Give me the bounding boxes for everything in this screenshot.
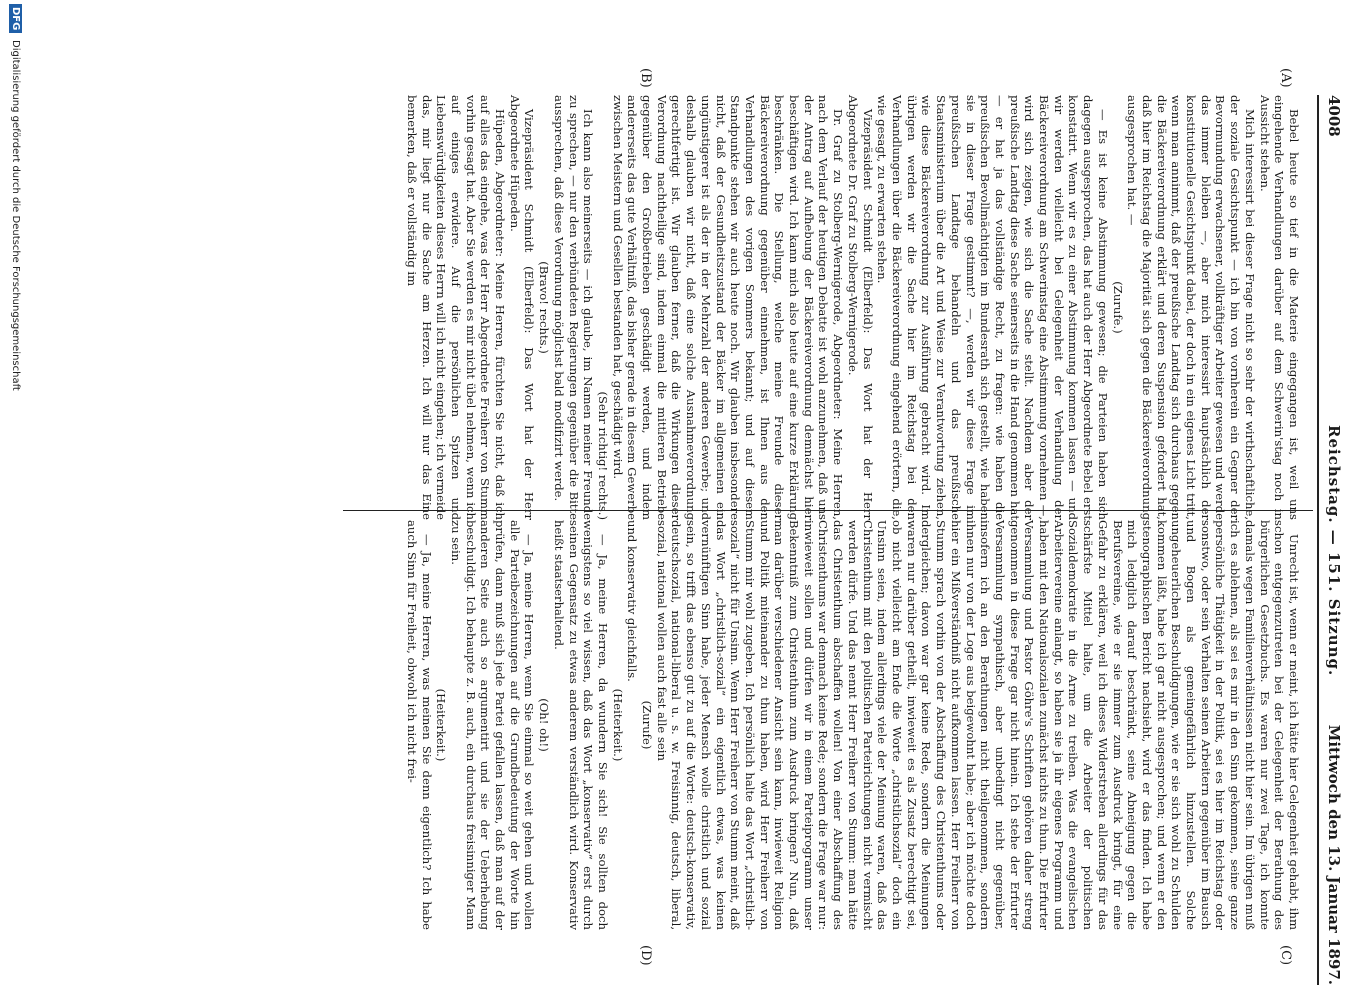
paragraph: Ich kann also meinerseits — ich glaube, im Namen meiner Freunde zu sprechen, — nur den verbündeten Regierungen gegenüber die Bitte aussprechen, daß diese Verordnung möglichst bald modifizirt werde.: [551, 95, 596, 520]
margin-marker-c: (C): [1278, 945, 1293, 966]
paragraph: (Heiterkeit.): [434, 688, 449, 762]
digitization-footer: [0, 0, 28, 1000]
paragraph: Dr. Graf zu Stolberg-Wernigerode, Abgeordneter: Meine Herren, nach dem Verlauf der heutigen Debatte ist wohl anzunehmen, daß uns der Antrag auf Aufhebung der Bäckereiverordnung demnächst hier beschäftigen wird. Ich kann mich also heute auf eine kurze Erklärung beschränken. Die Stellung, welche meine Freunde dieser Bäckereiverordnung gegenüber einnehmen, ist Ihnen aus den Verhandlungen des vorigen Sommers bekannt; und auf diesem Standpunkte stehen wir auch heute noch. Wir glauben insbesondere nicht, daß der Gesundheitszustand der Bäcker im allgemeinen ein ungünstigerer ist als der in der Mehrzahl der anderen Gewerbe; und deshalb glauben wir nicht, daß eine solche Ausnahmeverordnung gerechtfertigt ist. Wir glauben ferner, daß die Wirkungen dieser Verordnung nachtheilige sind, indem einmal die mittleren Betriebe gegenüber den Großbetrieben geschädigt werden, und indem andererseits das gute Verhältniß, das bisher gerade in diesem Gewerbe zwischen Meistern und Gesellen bestanden hat, geschädigt wird.: [610, 95, 846, 520]
page-number: 4008: [1325, 95, 1343, 137]
paragraph: — Ja, meine Herren, wenn Sie einmal so weit gehen und wollen alle Parteibezeichnungen auf die Grundbedeutung der Worte hin prüfen, dann muß sich jede Partei gefallen lassen, daß man auf der anderen Seite auch so argumentirt und sie der Ueberhebung beschuldigt. Ich behaupte z. B. auch, ein durchaus freisinniger Mann zu sein.: [448, 520, 537, 930]
session-title: Reichstag. — 151. Sitzung.: [1325, 425, 1343, 677]
paragraph: — Ja, meine Herren, was meinen Sie denn eigentlich? Ich habe auch Sinn für Freiheit, obwohl ich nicht frei-: [404, 520, 434, 930]
paragraph: Vizepräsident Schmidt (Elberfeld): Das Wort hat der Herr Abgeordnete Hüpeden.: [507, 95, 537, 520]
paragraph: — Es ist keine Abstimmung gewesen; die Parteien haben sich dagegen ausgesprochen, das hat auch der Herr Abgeordnete Bebel erst konstatirt. Wenn wir es zu einer Abstimmung kommen lassen — und wir werden vielleicht bei Gelegenheit der Verhandlung der Bäckereiverordnung am Schwerinstag eine Abstimmung vornehmen —, wird sich zeigen, wie sich die Sache stellt. Nachdem aber der preußische Landtag diese Sache seinerseits in die Hand genommen hat — er hat ja das vollständige Recht, zu fragen: wie haben die preußischen Bevollmächtigten im Bundesrath sich gestellt, wie haben sie in dieser Frage gestimmt? —, werden wir diese Frage im preußischen Landtage behandeln und das preußische Staatsministerium über die Art und Weise zur Verantwortung ziehen, wie diese Bäckereiverordnung zur Ausführung gebracht wird. Im übrigen werden wir die Sache hier im Reichstag bei den Verhandlungen über die Bäckereiverordnung eingehend erörtern, die, wie gesagt, zu erwarten stehen.: [875, 95, 1110, 520]
paragraph: Unrecht ist, wenn er meint, ich hätte hier Gelegenheit gehabt, ihm schon entgegenzutreten bei der Gelegenheit der Berathung des bürgerlichen Gesetzbuchs. Es waren nur zwei Tage, ich konnte damals wegen Familienverhältnissen nicht hier sein. Im übrigen muß ich es ablehnen, als sei es mir in den Sinn gekommen, seine ganze persönliche Thätigkeit in der Politik, sei es hier im Reichstag oder sonstwo, oder sein Verhalten seinen Arbeitern gegenüber im Bausch und Bogen als gemeingefährlich hinzustellen. Solche ungeheuerlichen Beschuldigungen, wie er sie sich wohl zu Schulden kommen läßt, habe ich gar nicht ausgesprochen; und wenn er den stenographischen Bericht nachsieht, wird er das finden. Ich habe mich lediglich darauf beschränkt, seine Abneigung gegen die Berufsvereine, wie er sie immer zum Ausdruck bringt, für eine Gefahr zu erklären, weil ich dieses Widerstreben allerdings für das schärfste Mittel halte, um die Arbeiter der politischen Sozialdemokratie in die Arme zu treiben. Was die evangelischen Arbeitervereine anlangt, so haben sie ja ihr eigenes Programm und haben mit den Nationalsozialen zunächst nichts zu thun. Die Erfurter Versammlung und Pastor Göhre's Schriften gehören daher streng genommen in diese Frage gar nicht hinein. Ich stehe der Erfurter Versammlung sympathisch, aber unbedingt nicht gegenüber, insofern ich an den Berathungen nicht theilgenommen, sondern ihnen nur von der Loge aus beigewohnt habe; aber ich möchte doch hier ein Mißverständniß nicht aufkommen lassen. Herr Freiherr von Stumm sprach vorhin von der Abschaffung des Christenthums oder dergleichen; davon war gar keine Rede, sondern die Meinungen waren nur darüber getheilt, inwieweit es als Zusatz berechtigt sei, ob nicht vielleicht am Ende die Worte „christlichsozial“ doch ein Unsinn seien, indem allerdings viele der Meinung waren, daß das Christenthum mit den politischen Parteirichtungen nicht vermischt werden dürfe. Und das nennt Herr Freiherr von Stumm: man hätte das Christenthum abschaffen wollen! Von einer Abschaffung des Christenthums war demnach keine Rede; sondern die Frage war nur: inwieweit sollen und dürfen wir in einem Parteiprogramm unser Bekenntniß zum Christenthum zum Ausdruck bringen? Nun, daß man darüber verschiedener Ansicht sein kann, inwieweit Religion und Politik miteinander zu thun haben, wird Herr Freiherr von Stumm mir wohl zugeben. Ich persönlich halte das Wort „christlich-sozial“ nicht für Unsinn. Wenn Herr Freiherr von Stumm meint, daß das Wort „christlich-sozial“ ein eigentlich etwas, was keinen vernünftigen Sinn habe, jeder Mensch wolle christlich und sozial sein, so trifft das ebenso gut zu auf die Worte: deutsch-konservativ, deutschsozial, national-liberal u. s. w. Freisinnig, deutsch, liberal, sozial, national wollen auch fast alle sein: [654, 520, 1301, 930]
margin-marker-b: (B): [638, 68, 653, 88]
paragraph: und konservativ gleichfalls.: [625, 520, 640, 682]
paragraph: (Zurufe.): [1110, 281, 1125, 334]
paragraph: Hüpeden, Abgeordneter: Meine Herren, fürchten Sie nicht, daß ich auf alles das eingehe, was der Herr Abgeordnete Freiherr von Stumm vorhin gesagt hat. Aber Sie werden es mir nicht übel nehmen, wenn ich auf einiges erwidere. Auf die persönlichen Spitzen und Liebenswürdigkeiten dieses Herrn will ich nicht eingehen; ich vermeide das, mir liegt nur die Sache am Herzen. Ich will nur das Eine bemerken, daß er vollständig im: [404, 95, 508, 520]
paragraph: (Sehr richtig! rechts.): [595, 391, 610, 520]
page-header: [1317, 95, 1345, 985]
left-text-column: [404, 95, 1301, 520]
column-divider: [343, 510, 1313, 511]
session-date: Mittwoch den 13. Januar 1897.: [1325, 724, 1343, 985]
paragraph: (Zurufe): [640, 700, 655, 750]
paragraph: (Heiterkeit.): [610, 688, 625, 762]
paragraph: Bebel heute so tief in die Materie eingegangen ist, weil uns eingehende Verhandlungen darüber auf dem Schwerin'stag noch in Aussicht stehen.: [1257, 95, 1301, 520]
paragraph: Vizepräsident Schmidt (Elberfeld): Das Wort hat der Herr Abgeordnete Dr. Graf zu Stolberg-Wernigerode.: [845, 95, 875, 520]
paragraph: (Oh! oh!): [537, 698, 552, 752]
margin-marker-d: (D): [638, 945, 653, 966]
paragraph: — Ja, meine Herren, da wundern Sie sich! Sie sollten doch wenigstens so viel wissen, daß das Wort „konservativ“ erst durch seinen Gegensatz zu etwas anderem verständlich wird. Konservativ heißt staatserhaltend.: [551, 520, 610, 930]
funding-note: Digitalisierung gefördert durch die Deutsche Forschungsgemeinschaft: [10, 40, 21, 391]
right-text-column: [404, 520, 1301, 930]
paragraph: Mich interessirt bei dieser Frage nicht so sehr der wirthschaftliche, der soziale Gesichtspunkt — ich bin von vornherein ein Gegner der Bevormundung erwachsener, vollkräftiger Arbeiter gewesen und werde das immer bleiben —, aber mich interessirt hauptsächlich der konstitutionelle Gesichtspunkt dabei, der doch in ein eigenes Licht tritt, wenn man annimmt, daß der preußische Landtag sich durchaus gegen die Bäckereiverordnung erklärt und deren Suspension gefordert hat, daß hier im Reichstag die Majorität sich gegen die Bäckereiverordnung ausgesprochen hat. —: [1125, 95, 1257, 520]
dfg-logo: DFG: [9, 4, 22, 33]
margin-marker-a: (A): [1278, 68, 1293, 88]
paragraph: (Bravo! rechts.): [537, 261, 552, 354]
